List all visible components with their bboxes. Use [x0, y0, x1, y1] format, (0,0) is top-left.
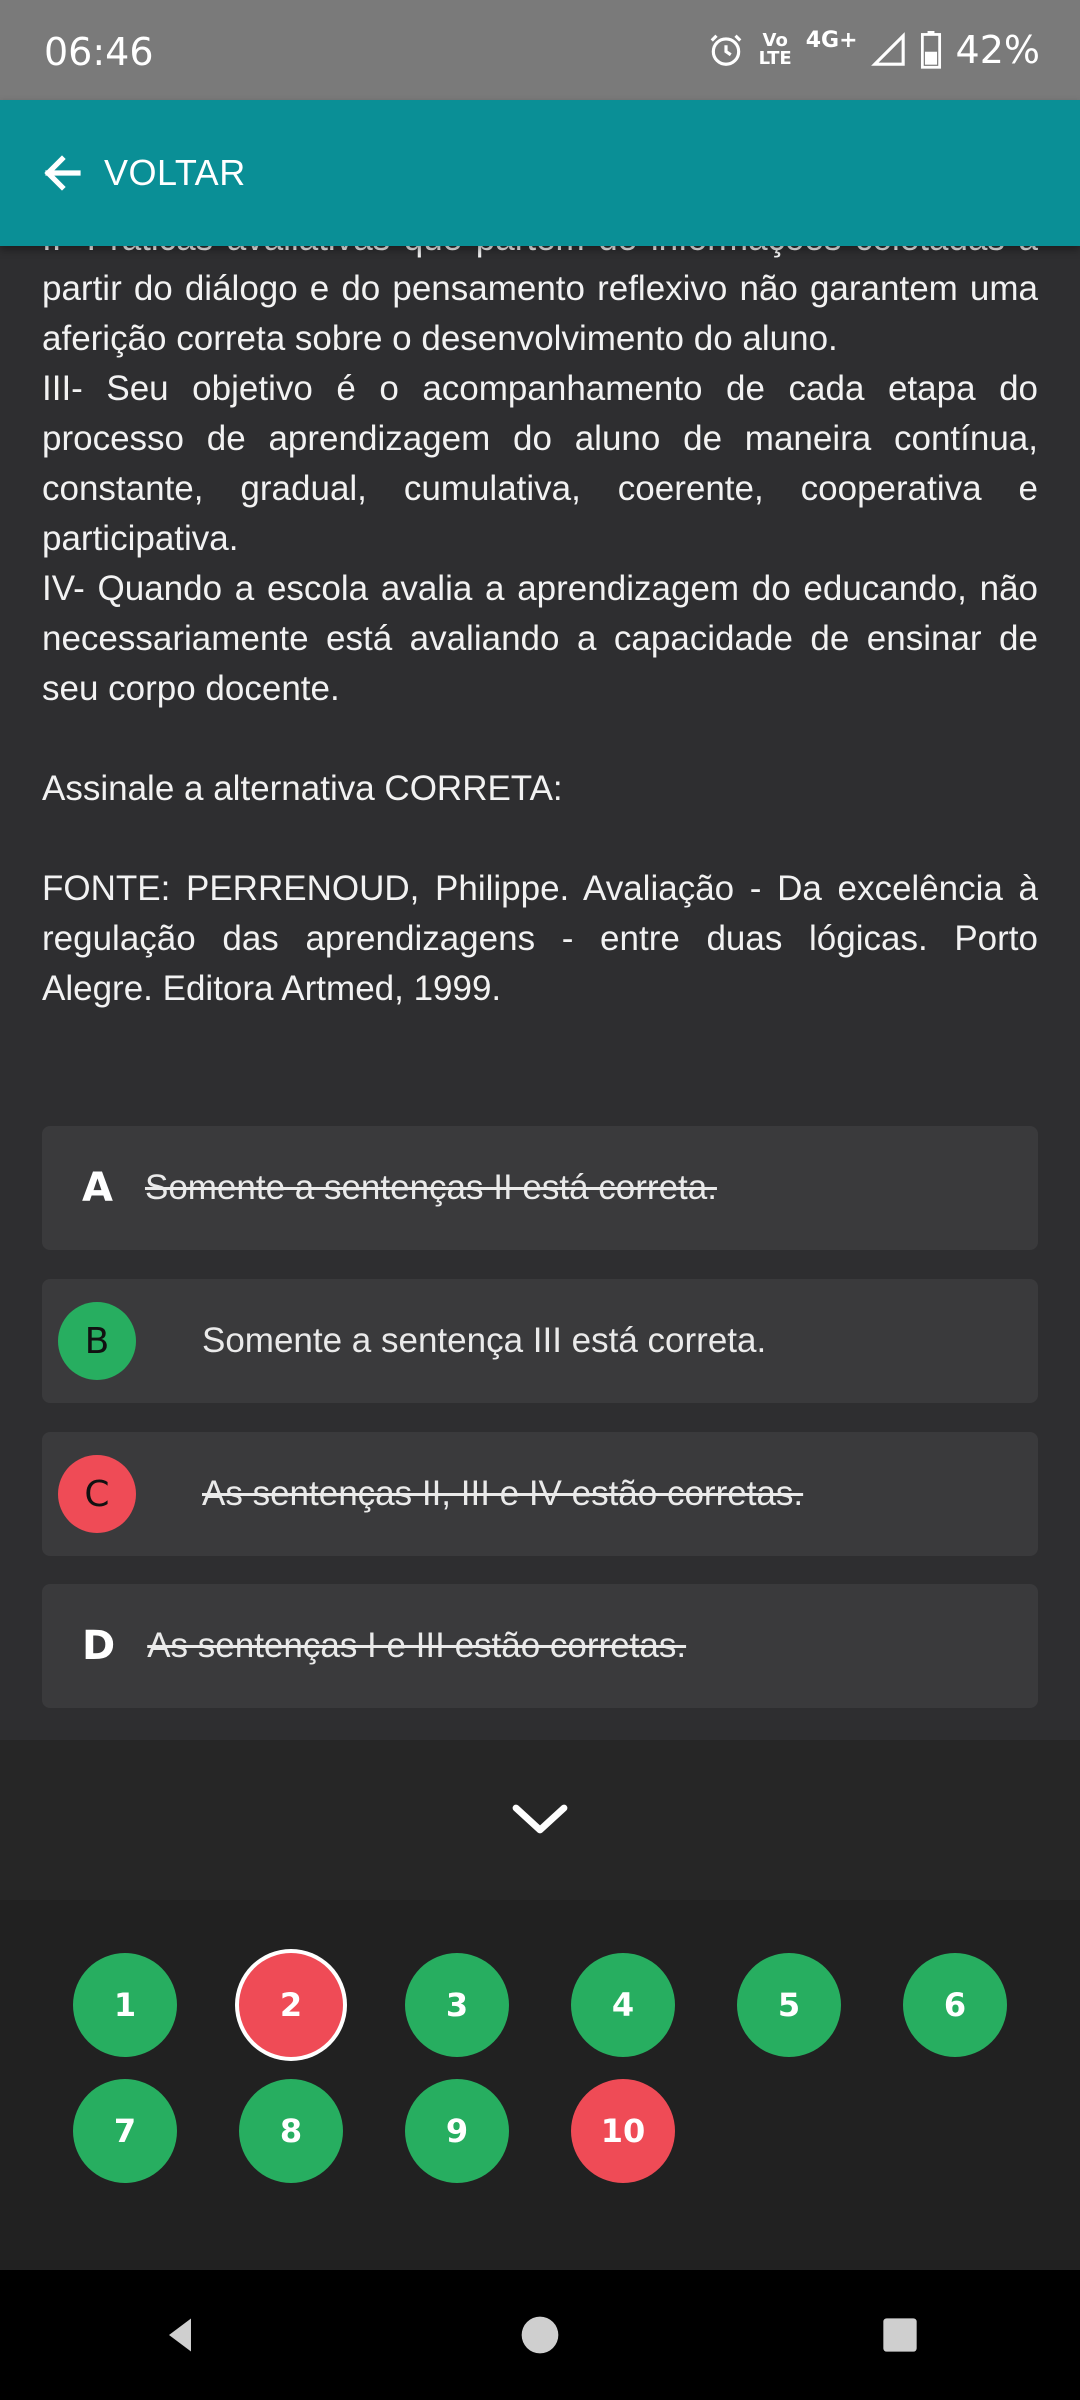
battery-icon	[920, 31, 942, 69]
back-button[interactable]	[38, 149, 246, 197]
option-text: Somente a sentença III está correta.	[202, 1321, 767, 1360]
collapse-navigator-button[interactable]	[0, 1740, 1080, 1900]
question-button-6[interactable]: 6	[903, 1953, 1007, 2057]
arrow-left-icon	[38, 149, 86, 197]
option-letter-badge-wrong: C	[58, 1455, 136, 1533]
question-button-9[interactable]: 9	[405, 2079, 509, 2183]
back-label: VOLTAR	[104, 152, 246, 193]
battery-percent: 42%	[955, 28, 1040, 72]
option-b[interactable]	[42, 1279, 1038, 1403]
question-navigator	[0, 1740, 1080, 2270]
option-c[interactable]	[42, 1432, 1038, 1556]
option-letter: D	[82, 1623, 116, 1669]
option-text: As sentenças II, III e IV estão corretas.	[202, 1474, 804, 1513]
chevron-down-icon	[510, 1800, 570, 1840]
question-button-8[interactable]: 8	[239, 2079, 343, 2183]
status-time: 06:46	[44, 30, 154, 74]
back-icon	[158, 2313, 202, 2357]
alarm-icon	[707, 31, 745, 69]
option-text: As sentenças I e III estão corretas.	[147, 1626, 687, 1665]
volte-top: Vo	[762, 30, 788, 51]
signal-icon	[872, 33, 906, 67]
system-nav-bar	[0, 2270, 1080, 2400]
status-icons	[707, 28, 1040, 72]
home-icon	[520, 2315, 560, 2355]
option-letter: A	[82, 1165, 113, 1211]
question-button-2-current[interactable]: 2	[239, 1953, 343, 2057]
question-button-3[interactable]: 3	[405, 1953, 509, 2057]
nav-recents-button[interactable]	[860, 2295, 940, 2375]
nav-home-button[interactable]	[500, 2295, 580, 2375]
statement-iii: III- Seu objetivo é o acompanhamento de cada etapa do processo de aprendizagem do aluno de maneira contínua, constante, gradual, cumulativa, coerente, cooperativa e participativa.	[42, 369, 1038, 558]
statement-iv: IV- Quando a escola avalia a aprendizagem do educando, não necessariamente está avaliando a capacidade de ensinar de seu corpo docente.	[42, 569, 1038, 708]
recents-icon	[880, 2315, 920, 2355]
option-a[interactable]	[42, 1126, 1038, 1250]
statement-ii: partir do diálogo e do pensamento reflexivo não garantem uma aferição correta sobre o desenvolvimento do aluno.	[42, 269, 1038, 358]
volte-icon	[759, 32, 792, 68]
question-button-5[interactable]: 5	[737, 1953, 841, 2057]
question-button-1[interactable]: 1	[73, 1953, 177, 2057]
question-button-4[interactable]: 4	[571, 1953, 675, 2057]
question-button-10[interactable]: 10	[571, 2079, 675, 2183]
question-prompt: Assinale a alternativa CORRETA:	[42, 769, 563, 808]
question-content[interactable]	[0, 246, 1080, 1740]
question-button-7[interactable]: 7	[73, 2079, 177, 2183]
app-bar	[0, 100, 1080, 246]
question-source: FONTE: PERRENOUD, Philippe. Avaliação - Da excelência à regulação das aprendizagens - entre duas lógicas. Porto Alegre. Editora Artmed, 1999.	[42, 869, 1038, 1008]
nav-back-button[interactable]	[140, 2295, 220, 2375]
status-bar	[0, 0, 1080, 100]
volte-bottom: LTE	[758, 48, 792, 69]
option-letter-badge-correct: B	[58, 1302, 136, 1380]
question-text	[42, 214, 1038, 1014]
option-d[interactable]	[42, 1584, 1038, 1708]
network-type: 4G+	[805, 27, 858, 53]
option-text: Somente a sentenças II está correta.	[144, 1168, 717, 1207]
